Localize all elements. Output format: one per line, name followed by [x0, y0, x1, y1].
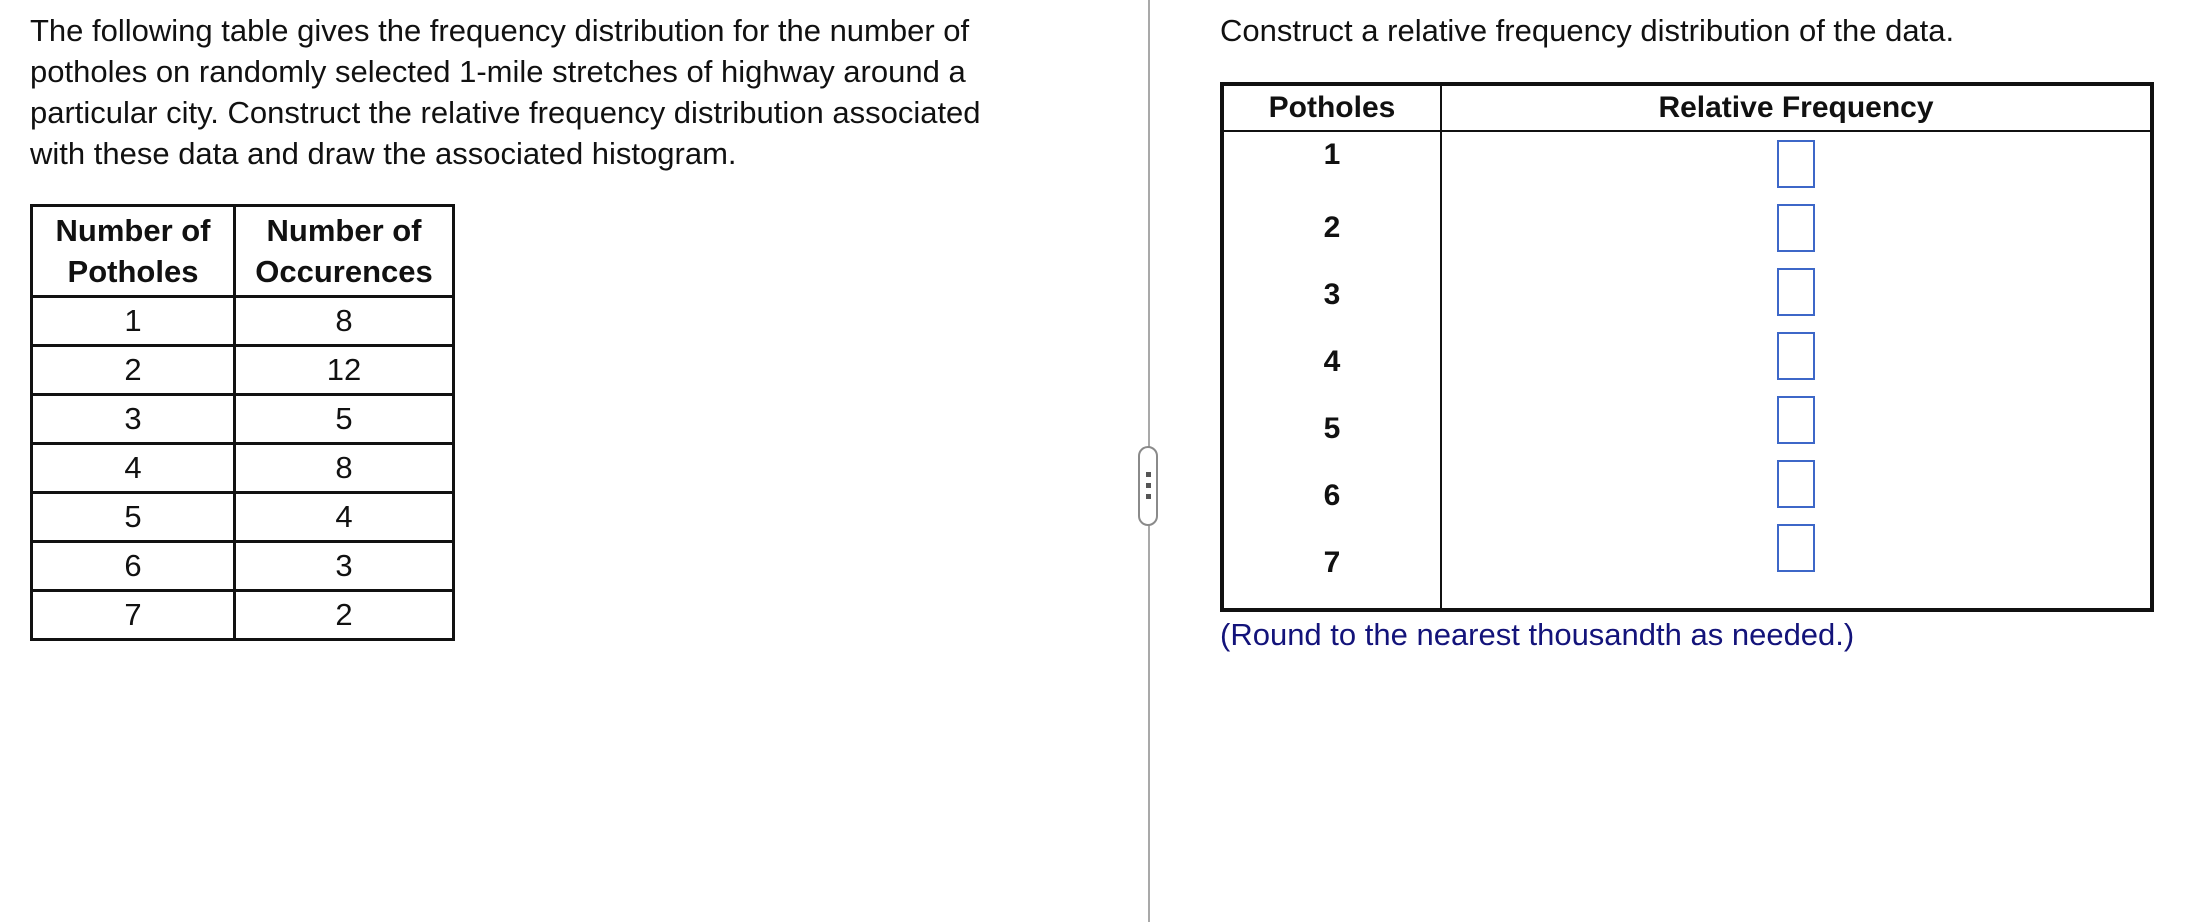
- header-potholes: Potholes: [1224, 86, 1441, 131]
- potholes-cell: 6: [32, 542, 235, 591]
- potholes-cell: 1: [32, 297, 235, 346]
- answer-instruction: Construct a relative frequency distribution of the data.: [1220, 13, 1955, 48]
- occurrences-cell: 8: [235, 297, 454, 346]
- frequency-table-header: [32, 206, 454, 297]
- potholes-value: 3: [1323, 278, 1341, 311]
- header-number-of-potholes: Number of Potholes: [32, 206, 235, 297]
- relative-frequency-column: [1441, 131, 2150, 608]
- problem-statement: [30, 10, 1090, 174]
- rounding-note: (Round to the nearest thousandth as needed.): [1220, 617, 1855, 652]
- relative-frequency-input-3[interactable]: [1777, 268, 1815, 316]
- relative-frequency-table: [1224, 86, 2150, 608]
- answer-pane: [1150, 0, 2190, 922]
- relative-frequency-table-frame: [1220, 82, 2154, 612]
- problem-line: The following table gives the frequency distribution for the number of: [30, 13, 970, 48]
- occurrences-cell: 8: [235, 444, 454, 493]
- potholes-value: 6: [1323, 479, 1341, 512]
- relative-frequency-input-2[interactable]: [1777, 204, 1815, 252]
- occurrences-cell: 12: [235, 346, 454, 395]
- potholes-cell: 4: [32, 444, 235, 493]
- occurrences-cell: 3: [235, 542, 454, 591]
- relative-frequency-input-6[interactable]: [1777, 460, 1815, 508]
- frequency-table: [30, 204, 455, 641]
- potholes-value: 4: [1323, 345, 1341, 378]
- potholes-value: 2: [1323, 211, 1341, 244]
- relative-frequency-input-5[interactable]: [1777, 396, 1815, 444]
- header-number-of-occurences: Number of Occurences: [235, 206, 454, 297]
- problem-line: potholes on randomly selected 1-mile stretches of highway around a: [30, 54, 966, 89]
- table-row: [32, 297, 454, 346]
- problem-line: particular city. Construct the relative frequency distribution associated: [30, 95, 981, 130]
- potholes-value: 1: [1323, 138, 1341, 171]
- potholes-cell: 2: [32, 346, 235, 395]
- occurrences-cell: 4: [235, 493, 454, 542]
- potholes-column: [1224, 131, 1441, 608]
- header-relative-frequency: Relative Frequency: [1441, 86, 2150, 131]
- potholes-cell: 7: [32, 591, 235, 640]
- table-row: [32, 493, 454, 542]
- relative-frequency-header: [1224, 86, 2150, 131]
- potholes-cell: 3: [32, 395, 235, 444]
- relative-frequency-input-7[interactable]: [1777, 524, 1815, 572]
- table-row: [32, 395, 454, 444]
- table-row: [32, 346, 454, 395]
- relative-frequency-input-1[interactable]: [1777, 140, 1815, 188]
- problem-line: with these data and draw the associated histogram.: [30, 136, 737, 171]
- potholes-value: 7: [1323, 546, 1341, 579]
- occurrences-cell: 5: [235, 395, 454, 444]
- relative-frequency-body: [1224, 131, 2150, 608]
- table-row: [32, 542, 454, 591]
- relative-frequency-input-4[interactable]: [1777, 332, 1815, 380]
- table-row: [32, 444, 454, 493]
- potholes-cell: 5: [32, 493, 235, 542]
- potholes-value: 5: [1323, 412, 1341, 445]
- occurrences-cell: 2: [235, 591, 454, 640]
- table-row: [32, 591, 454, 640]
